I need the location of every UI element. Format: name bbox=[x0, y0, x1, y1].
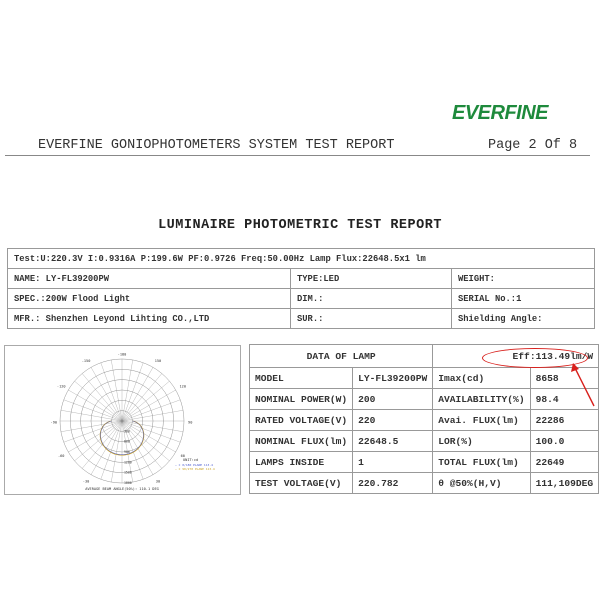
lamp-type: TYPE:LED bbox=[291, 269, 452, 289]
lamp-param-value: LY-FL39200PW bbox=[353, 368, 433, 389]
lamp-param-label: LAMPS INSIDE bbox=[250, 452, 353, 473]
polar-radial-label: 1800 bbox=[124, 481, 132, 485]
polar-angle-label: 90 bbox=[188, 420, 193, 425]
lamp-param-label: TEST VOLTAGE(V) bbox=[250, 473, 353, 494]
report-system-title: EVERFINE GONIOPHOTOMETERS SYSTEM TEST REPORT bbox=[38, 138, 395, 153]
lamp-param-value: 220 bbox=[353, 410, 433, 431]
lamp-param-value: 200 bbox=[353, 389, 433, 410]
efficacy-value: Eff:113.49lm/W bbox=[433, 345, 599, 368]
lamp-stat-label: AVAILABILITY(%) bbox=[433, 389, 530, 410]
lamp-stat-label: TOTAL FLUX(lm) bbox=[433, 452, 530, 473]
lamp-stat-label: LOR(%) bbox=[433, 431, 530, 452]
serial-number: SERIAL No.:1 bbox=[452, 289, 595, 309]
lamp-stat-value: 8658 bbox=[530, 368, 599, 389]
shielding-angle: Shielding Angle: bbox=[452, 309, 595, 329]
page-indicator: Page 2 Of 8 bbox=[488, 138, 578, 153]
polar-radial-label: 1500 bbox=[124, 470, 132, 475]
lamp-spec: SPEC.:200W Flood Light bbox=[8, 289, 291, 309]
polar-angle-label: -30 bbox=[82, 479, 90, 484]
everfine-logo: EVERFINE bbox=[452, 102, 549, 124]
lamp-param-label: RATED VOLTAGE(V) bbox=[250, 410, 353, 431]
lamp-dim: DIM.: bbox=[291, 289, 452, 309]
lamp-stat-label: θ @50%(H,V) bbox=[433, 473, 530, 494]
lamp-name: NAME: LY-FL39200PW bbox=[8, 269, 291, 289]
polar-angle-label: -120 bbox=[56, 384, 66, 389]
lamp-stat-value: 100.0 bbox=[530, 431, 599, 452]
polar-angle-label: -60 bbox=[57, 454, 65, 459]
polar-angle-label: 30 bbox=[155, 479, 161, 484]
polar-angle-label: -90 bbox=[50, 420, 58, 425]
polar-angle-label: -150 bbox=[81, 359, 91, 364]
lamp-stat-value: 22286 bbox=[530, 410, 599, 431]
lamp-param-value: 22648.5 bbox=[353, 431, 433, 452]
lamp-param-value: 220.782 bbox=[353, 473, 433, 494]
test-conditions: Test:U:220.3V I:0.9316A P:199.6W PF:0.9726 Freq:50.00Hz Lamp Flux:22648.5x1 lm bbox=[8, 249, 595, 269]
polar-radial-label: 1200 bbox=[124, 460, 132, 465]
polar-angle-label: 150 bbox=[154, 359, 162, 364]
legend-c0: — C 0/180 PLANE 113.4 bbox=[175, 463, 213, 467]
polar-radial-label: 300 bbox=[124, 429, 130, 434]
beam-angle-caption: AVERAGE BEAM ANGLE(50%): 110.1 DEG bbox=[85, 487, 159, 491]
lamp-stat-value: 111,109DEG bbox=[530, 473, 599, 494]
lamp-param-label: NOMINAL POWER(W) bbox=[250, 389, 353, 410]
polar-radial-label: 600 bbox=[124, 439, 130, 444]
lamp-param-value: 1 bbox=[353, 452, 433, 473]
polar-angle-label: -180 bbox=[117, 352, 127, 357]
lamp-sur: SUR.: bbox=[291, 309, 452, 329]
polar-angle-label: 60 bbox=[180, 454, 185, 459]
lamp-stat-label: Avai. FLUX(lm) bbox=[433, 410, 530, 431]
legend-c90: — C 90/270 PLANE 113.4 bbox=[175, 467, 215, 471]
polar-radial-label: 900 bbox=[124, 450, 130, 454]
lamp-stat-value: 98.4 bbox=[530, 389, 599, 410]
legend-title: UNIT:cd bbox=[183, 458, 199, 462]
manufacturer: MFR.: Shenzhen Leyond Lihting CO.,LTD bbox=[8, 309, 291, 329]
lamp-stat-label: Imax(cd) bbox=[433, 368, 530, 389]
polar-angle-label: 120 bbox=[179, 384, 187, 389]
lamp-weight: WEIGHT: bbox=[452, 269, 595, 289]
lamp-stat-value: 22649 bbox=[530, 452, 599, 473]
lamp-param-label: NOMINAL FLUX(lm) bbox=[250, 431, 353, 452]
report-title: LUMINAIRE PHOTOMETRIC TEST REPORT bbox=[158, 218, 442, 233]
lamp-data-heading: DATA OF LAMP bbox=[250, 345, 433, 368]
lamp-param-label: MODEL bbox=[250, 368, 353, 389]
